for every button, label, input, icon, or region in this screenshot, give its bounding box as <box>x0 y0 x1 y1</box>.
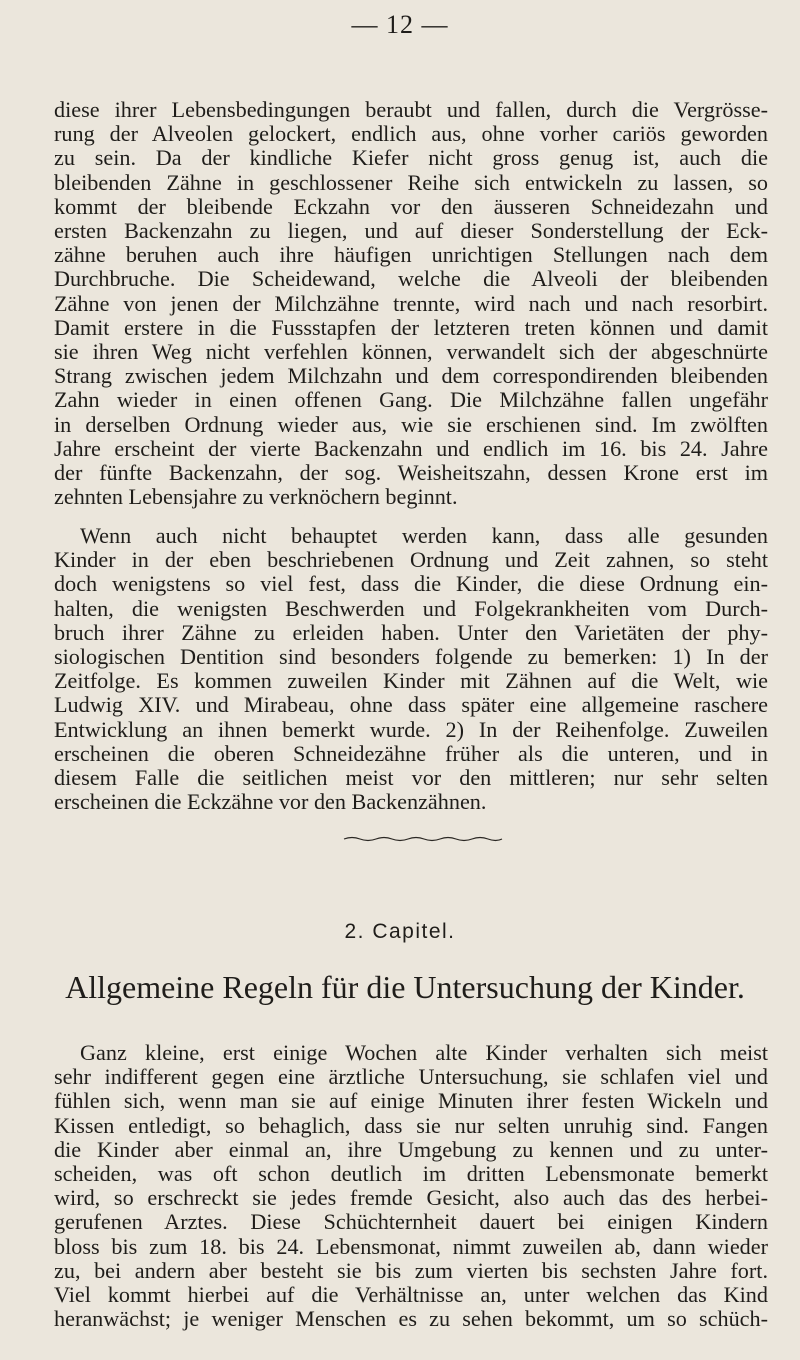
chapter-title: Allgemeine Regeln für die Untersuchung der Kinder. <box>65 969 745 1005</box>
page-number: — 12 — <box>351 10 449 39</box>
text-line: ersten Backenzahn zu liegen, und auf dieser Sonderstellung der Eck- <box>54 218 768 244</box>
text-line: halten, die wenigsten Beschwerden und Folgekrankheiten vom Durch- <box>54 595 768 621</box>
text-line: zu, bei andern aber besteht sie bis zum vierten bis sechsten Jahre fort. <box>54 1257 768 1283</box>
text-line: kommt der bleibende Eckzahn vor den äusseren Schneidezahn und <box>54 193 768 219</box>
text-line: diese ihrer Lebensbedingungen beraubt und fallen, durch die Vergrösse- <box>54 97 768 122</box>
text-line: bleibenden Zähne in geschlossener Reihe sich entwickeln zu lassen, so <box>54 169 768 195</box>
text-line: bruch ihrer Zähne zu erleiden haben. Unter den Varietäten der phy- <box>54 619 768 645</box>
paragraph-3 <box>54 1041 768 1331</box>
text-line: zähne beruhen auch ihre häufigen unrichtigen Stellungen nach dem <box>54 242 768 268</box>
text-line: sie ihren Weg nicht verfehlen können, verwandelt sich der abgeschnürte <box>54 339 768 365</box>
text-line: Jahre erscheint der vierte Backenzahn und endlich im 16. bis 24. Jahre <box>54 435 768 461</box>
text-line: wird, so erschreckt sie jedes fremde Gesicht, also auch das des herbei- <box>54 1185 768 1211</box>
ornamental-divider <box>342 835 504 843</box>
text-line: erscheinen die oberen Schneidezähne früher als die unteren, und in <box>54 740 768 766</box>
text-line: rung der Alveolen gelockert, endlich aus, ohne vorher cariös geworden <box>54 121 768 147</box>
text-line: sehr indifferent gegen eine ärztliche Untersuchung, sie schlafen viel und <box>54 1064 768 1090</box>
text-line: Strang zwischen jedem Milchzahn und dem correspondirenden bleibenden <box>54 363 768 389</box>
text-line: heranwächst; je weniger Menschen es zu sehen bekommt, um so schüch- <box>54 1306 768 1332</box>
text-line: zu sein. Da der kindliche Kiefer nicht gross genug ist, auch die <box>54 145 768 171</box>
text-line: Zeitfolge. Es kommen zuweilen Kinder mit Zähnen auf die Welt, wie <box>54 668 768 694</box>
text-line: scheiden, was oft schon deutlich im dritten Lebensmonate bemerkt <box>54 1161 768 1187</box>
chapter-label: 2. Capitel. <box>344 920 456 943</box>
text-line: Zähne von jenen der Milchzähne trennte, wird nach und nach resorbirt. <box>54 290 768 316</box>
text-line: gerufenen Arztes. Diese Schüchternheit dauert bei einigen Kindern <box>54 1209 768 1235</box>
paragraph-2 <box>54 524 768 814</box>
text-line: diesem Falle die seitlichen meist vor den mittleren; nur sehr selten <box>54 765 768 791</box>
text-line: Kissen entledigt, so behaglich, dass sie nur selten unruhig sind. Fangen <box>54 1112 768 1138</box>
text-line: der fünfte Backenzahn, der sog. Weisheitszahn, dessen Krone erst im <box>54 460 768 486</box>
text-line: die Kinder aber einmal an, ihre Umgebung zu kennen und zu unter- <box>54 1136 768 1162</box>
paragraph-1 <box>54 98 768 509</box>
text-line: in derselben Ordnung wieder aus, wie sie erschienen sind. Im zwölften <box>54 411 768 437</box>
text-line: siologischen Dentition sind besonders folgende zu bemerken: 1) In der <box>54 644 768 670</box>
text-line: Viel kommt hierbei auf die Verhältnisse an, unter welchen das Kind <box>54 1282 768 1308</box>
text-line: zehnten Lebensjahre zu verknöchern beginnt. <box>54 484 458 510</box>
text-line: Zahn wieder in einen offenen Gang. Die Milchzähne fallen ungefähr <box>54 387 768 413</box>
text-line: doch wenigstens so viel fest, dass die Kinder, die diese Ordnung ein- <box>54 571 768 597</box>
text-line: erscheinen die Eckzähne vor den Backenzähnen. <box>54 789 487 815</box>
text-line: fühlen sich, wenn man sie auf einige Minuten ihrer festen Wickeln und <box>54 1088 768 1114</box>
text-line: Ludwig XIV. und Mirabeau, ohne dass später eine allgemeine raschere <box>54 692 768 718</box>
text-line: Wenn auch nicht behauptet werden kann, dass alle gesunden <box>80 523 768 548</box>
text-line: Durchbruche. Die Scheidewand, welche die Alveoli der bleibenden <box>54 266 768 292</box>
text-line: bloss bis zum 18. bis 24. Lebensmonat, nimmt zuweilen ab, dann wieder <box>54 1233 768 1259</box>
text-line: Kinder in der eben beschriebenen Ordnung und Zeit zahnen, so steht <box>54 547 768 573</box>
text-line: Damit erstere in die Fussstapfen der letzteren treten können und damit <box>54 314 768 340</box>
text-line: Ganz kleine, erst einige Wochen alte Kinder verhalten sich meist <box>80 1040 768 1065</box>
text-line: Entwicklung an ihnen bemerkt wurde. 2) In der Reihenfolge. Zuweilen <box>54 716 768 742</box>
